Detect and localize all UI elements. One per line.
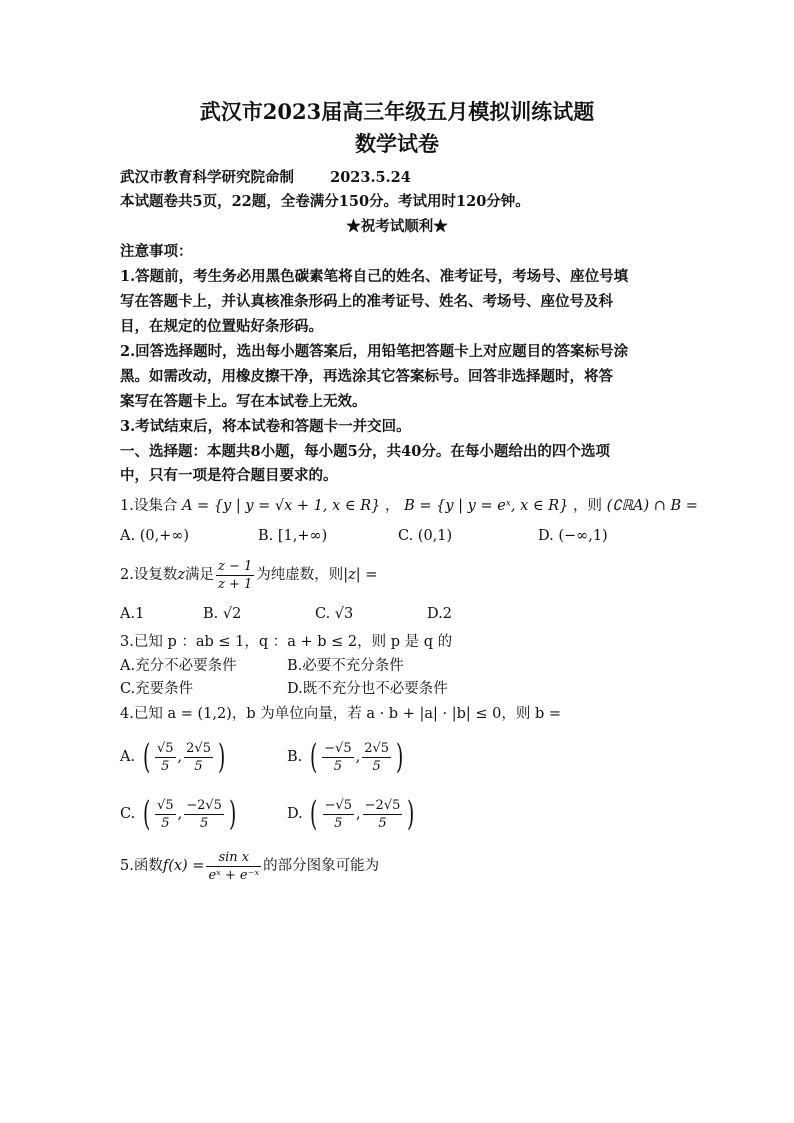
q4-option-b-label: B. [287, 749, 303, 765]
right-paren-icon: ) [228, 794, 237, 834]
right-paren-icon: ) [407, 794, 415, 834]
q2-variable: z [177, 567, 185, 583]
q4-b-num-1: −√5 [324, 740, 352, 756]
q2-numerator: z − 1 [217, 558, 253, 574]
q4-b-den-1: 5 [333, 758, 342, 774]
note-1-line-1: 1.答题前，考生务必用黑色碳素笔将自己的姓名、准考证号，考场号、座位号填 [120, 268, 629, 285]
q2-prefix: 2.设复数 [120, 567, 178, 583]
exam-title: 武汉市2023届高三年级五月模拟训练试题 [199, 99, 595, 124]
q4-d-num-2: −2√5 [364, 797, 401, 813]
q4-a-frac-2 [184, 740, 213, 775]
right-paren-icon: ) [396, 737, 404, 777]
q4-a-den-2: 5 [194, 758, 203, 774]
question-1 [120, 494, 698, 515]
q2-option-a[interactable]: A.1 [120, 606, 145, 622]
q2-option-c[interactable]: C. √3 [315, 606, 354, 622]
question-3: 3.已知 p ：ab ≤ 1，q ：a + b ≤ 2，则 p 是 q 的 [120, 634, 453, 650]
question-4: 4.已知 a = (1,2)，b 为单位向量，若 a · b + |a| · |b| ≤ 0，则 b = [120, 706, 561, 722]
q3-option-a[interactable]: A.充分不必要条件 [120, 658, 237, 674]
q4-d-frac-2 [363, 797, 403, 832]
q2-mid: 满足 [184, 567, 214, 583]
q4-c-num-1: √5 [157, 797, 174, 813]
q5-numerator: sin x [206, 849, 261, 867]
q1-set-a: A = {y | y = √x + 1, x ∈ R} [181, 498, 381, 514]
exam-subtitle: 数学试卷 [355, 131, 439, 156]
left-paren-icon: ( [310, 794, 318, 834]
q4-c-den-1: 5 [161, 815, 170, 831]
q1-prefix: 1.设集合 [120, 498, 178, 514]
note-1-line-2: 写在答题卡上，并认真核准条形码上的准考证号、姓名、考场号、座位号及科 [120, 293, 613, 310]
exam-info: 本试题卷共5页，22题，全卷满分150分。考试用时120分钟。 [120, 193, 530, 210]
left-paren-icon: ( [142, 794, 151, 834]
section-1-heading-line-2: 中，只有一项是符合题目要求的。 [120, 467, 338, 484]
q5-fraction [206, 849, 261, 884]
q1-set-b: B = {y | y = eˣ, x ∈ R} [404, 498, 569, 514]
notes-heading: 注意事项： [120, 243, 193, 260]
q4-option-d[interactable]: D. ( $\frac{-√5}{5}$ , $\frac{-2√5}{5}$ ) [287, 794, 415, 834]
q4-option-a[interactable]: A. ( $\frac{√5}{5}$ , $\frac{2√5}{5}$ ) [120, 737, 226, 777]
q4-d-den-1: 5 [334, 815, 343, 831]
q4-option-b[interactable]: B. ( $\frac{-√5}{5}$ , $\frac{2√5}{5}$ ) [287, 737, 404, 777]
q2-tail: 为纯虚数，则 [256, 567, 344, 583]
q2-expression: |z| = [343, 567, 378, 583]
q5-prefix: 5.函数 [120, 858, 163, 874]
q3-option-d[interactable]: D.既不充分也不必要条件 [287, 681, 448, 697]
q4-b-frac-1 [322, 740, 353, 775]
q2-denominator: z + 1 [217, 576, 253, 592]
note-3: 3.考试结束后，将本试卷和答题卡一并交回。 [120, 418, 411, 435]
q5-denominator: eˣ + e⁻ˣ [208, 867, 260, 883]
section-1-heading-line-1: 一、选择题：本题共8小题，每小题5分，共40分。在每小题给出的四个选项 [120, 443, 610, 460]
q4-b-den-2: 5 [372, 758, 381, 774]
q2-fraction [216, 558, 254, 593]
q4-d-den-2: 5 [378, 815, 387, 831]
q1-ask: ，则 [573, 498, 603, 514]
q4-option-c-label: C. [120, 806, 136, 822]
q1-option-d[interactable]: D. (−∞,1) [538, 528, 608, 544]
left-paren-icon: ( [309, 737, 318, 777]
q4-option-c[interactable]: C. ( $\frac{√5}{5}$ , $\frac{-2√5}{5}$ ) [120, 794, 237, 834]
q4-c-frac-1 [155, 797, 176, 832]
q4-a-frac-1 [155, 740, 176, 775]
exam-date: 2023.5.24 [330, 169, 411, 186]
q2-option-d[interactable]: D.2 [427, 606, 452, 622]
q2-option-b[interactable]: B. √2 [203, 606, 242, 622]
q4-option-d-label: D. [287, 806, 303, 822]
q4-a-num-2: 2√5 [186, 740, 211, 756]
q4-d-num-1: −√5 [324, 797, 353, 813]
author: 武汉市教育科学研究院命制 [120, 169, 294, 186]
note-1-line-3: 目，在规定的位置贴好条形码。 [120, 318, 323, 335]
left-paren-icon: ( [142, 737, 150, 777]
good-luck-banner: ★祝考试顺利★ [346, 218, 448, 235]
q4-option-a-label: A. [120, 749, 136, 765]
q4-a-num-1: √5 [156, 740, 174, 756]
q4-c-num-2: −2√5 [186, 797, 222, 813]
note-2-line-1: 2.回答选择题时，选出每小题答案后，用铅笔把答题卡上对应题目的答案标号涂 [120, 343, 629, 360]
author-line [120, 166, 411, 187]
right-paren-icon: ) [217, 737, 226, 777]
q4-a-den-1: 5 [161, 758, 170, 774]
q1-option-c[interactable]: C. (0,1) [398, 528, 453, 544]
question-5 [120, 846, 379, 886]
q4-c-frac-2 [184, 797, 224, 832]
q4-b-num-2: 2√5 [364, 740, 390, 756]
q5-tail: 的部分图象可能为 [263, 858, 380, 874]
q1-option-a[interactable]: A. (0,+∞) [120, 528, 190, 544]
question-2 [120, 557, 377, 593]
q3-option-b[interactable]: B.必要不充分条件 [287, 658, 404, 674]
note-2-line-3: 案写在答题卡上。写在本试卷上无效。 [120, 393, 367, 410]
q4-b-frac-2 [362, 740, 391, 775]
q3-option-c[interactable]: C.充要条件 [120, 681, 194, 697]
q1-separator: ， [384, 498, 400, 514]
q4-d-frac-1 [323, 797, 354, 832]
q1-expression: (∁ℝA) ∩ B = [606, 498, 698, 514]
note-2-line-2: 黑。如需改动，用橡皮擦干净，再选涂其它答案标号。回答非选择题时，将答 [120, 368, 613, 385]
q1-option-b[interactable]: B. [1,+∞) [258, 528, 328, 544]
q5-function: f(x) = [162, 858, 205, 874]
q4-c-den-2: 5 [199, 815, 209, 831]
